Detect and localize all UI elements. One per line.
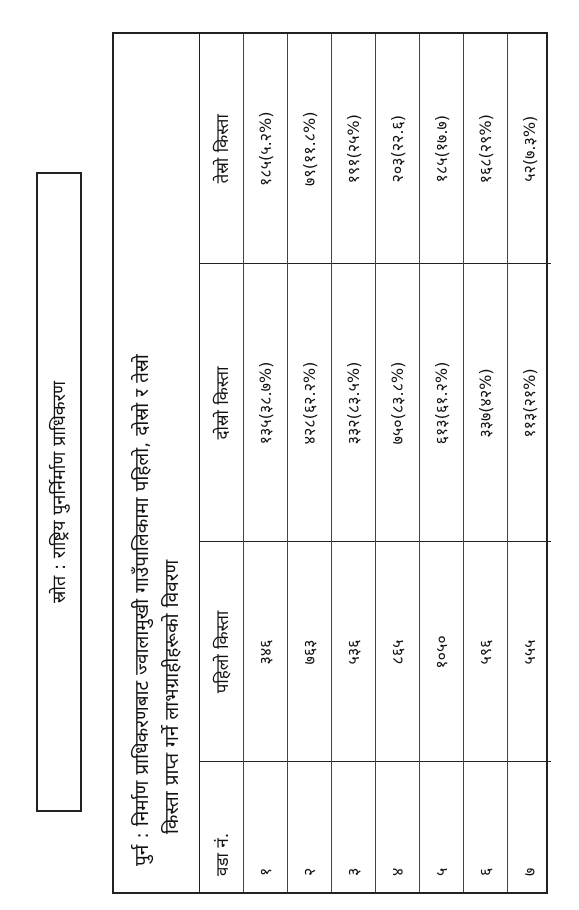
third-installment-cell: १६८(२९%) xyxy=(463,34,507,264)
header-third-installment: तेस्रो किस्ता xyxy=(200,34,243,264)
second-installment-cell: ३३७(४२%) xyxy=(463,264,507,542)
table-row xyxy=(331,34,375,892)
ward-cell: ४ xyxy=(375,762,419,892)
header-second-installment: दोस्रो किस्ता xyxy=(200,264,243,542)
third-installment-cell: २०३(२२.६) xyxy=(375,34,419,264)
first-installment-cell: १०५० xyxy=(419,542,463,762)
table-row xyxy=(463,34,507,892)
title-line-2: किस्ता प्राप्त गर्ने लाभग्राहीहरूको विवरण xyxy=(160,559,183,834)
second-installment-cell: ७५०(८३.८%) xyxy=(375,264,419,542)
ward-cell: १ xyxy=(243,762,287,892)
table-row xyxy=(243,34,287,892)
table-row xyxy=(287,34,331,892)
third-installment-cell: १९१(२५%) xyxy=(331,34,375,264)
table-header-row xyxy=(200,34,243,892)
source-note: स्रोत : राष्ट्रिय पुनर्निर्माण प्राधिकरण xyxy=(36,172,82,812)
title-line-1: पुर्न : निर्माण प्राधिकरणबाट ज्वालामुखी गाउँपालिकामा पहिलो, दोस्रो र तेस्रो xyxy=(130,354,153,866)
ward-cell: ७ xyxy=(507,762,551,892)
second-installment-cell: ११३(२१%) xyxy=(507,264,551,542)
third-installment-cell: १८५(५.२%) xyxy=(243,34,287,264)
header-ward-no: वडा नं. xyxy=(200,762,243,892)
table-row xyxy=(507,34,551,892)
ward-cell: ६ xyxy=(463,762,507,892)
installment-table xyxy=(200,34,551,892)
ward-cell: ५ xyxy=(419,762,463,892)
first-installment-cell: ५५५ xyxy=(507,542,551,762)
data-table-panel xyxy=(112,32,548,894)
header-first-installment: पहिलो किस्ता xyxy=(200,542,243,762)
third-installment-cell: ५२(७.३%) xyxy=(520,115,540,182)
table-row xyxy=(375,34,419,892)
ward-cell: ३ xyxy=(331,762,375,892)
second-installment-cell: ६१३(६१.२%) xyxy=(419,264,463,542)
first-installment-cell: ५३६ xyxy=(331,542,375,762)
table-row xyxy=(419,34,463,892)
second-installment-cell: १३५(३८.७%) xyxy=(243,264,287,542)
first-installment-cell: ८६५ xyxy=(375,542,419,762)
first-installment-cell: ७६३ xyxy=(287,542,331,762)
table-title xyxy=(114,34,200,892)
ward-cell: २ xyxy=(287,762,331,892)
third-installment-cell: १८५(१७.७) xyxy=(419,34,463,264)
first-installment-cell: ५९६ xyxy=(463,542,507,762)
second-installment-cell: ३३२(८३.५%) xyxy=(331,264,375,542)
third-installment-cell: ७९(११.८%) xyxy=(287,34,331,264)
first-installment-cell: ३४६ xyxy=(243,542,287,762)
second-installment-cell: ४२८(६२.२%) xyxy=(287,264,331,542)
